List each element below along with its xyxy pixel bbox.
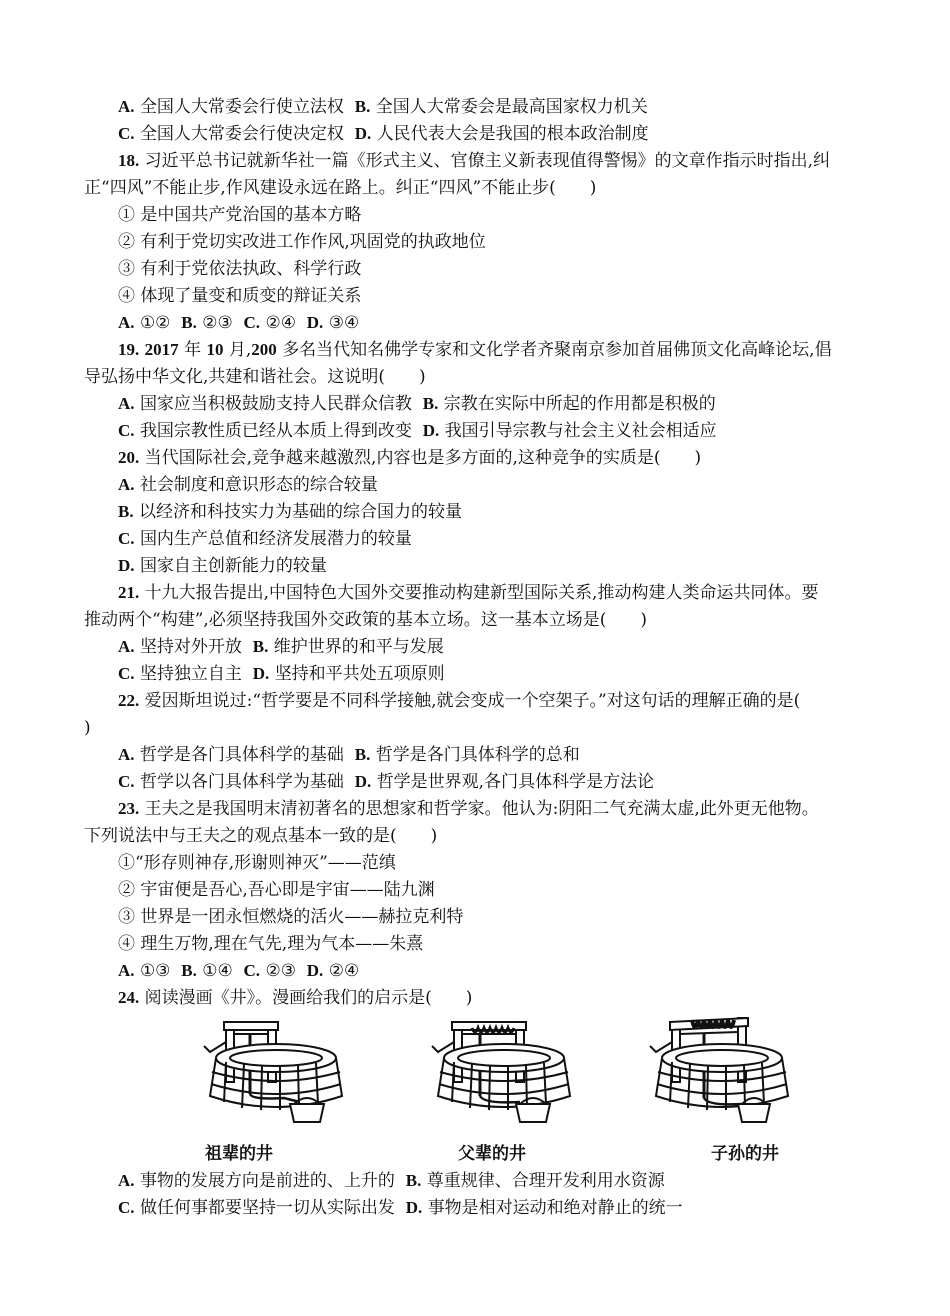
option-letter: D. <box>405 1198 423 1217</box>
option-text: ①③ <box>139 961 171 981</box>
option-text: 国内生产总值和经济发展潜力的较量 <box>139 529 412 549</box>
option-letter: D. <box>118 556 135 575</box>
q20-option <box>118 555 327 577</box>
option-letter: C. <box>118 421 135 440</box>
option-letter: C. <box>118 124 135 143</box>
q22-options-cd <box>118 771 654 793</box>
q17-options-ab <box>118 96 648 118</box>
q20-option <box>118 474 378 496</box>
option-letter: C. <box>243 961 261 980</box>
parent-well-illustration <box>424 1012 584 1127</box>
q18-stem-line2: 正“四风”不能止步,作风建设永远在路上。纠正“四风”不能止步( ) <box>84 178 597 198</box>
question-text: 习近平总书记就新华社一篇《形式主义、官僚主义新表现值得警惕》的文章作指示时指出,纠 <box>144 151 831 171</box>
option-letter: B. <box>405 1171 422 1190</box>
q22-stem-line2: ) <box>84 718 91 738</box>
option-text: 人民代表大会是我国的根本政治制度 <box>376 124 649 144</box>
option-letter: D. <box>252 664 270 683</box>
option-text: 我国引导宗教与社会主义社会相适应 <box>444 421 717 441</box>
question-number: 18. <box>118 151 140 170</box>
option-text: ②④ <box>265 313 296 333</box>
option-text: 哲学是各门具体科学的总和 <box>375 745 580 765</box>
question-text: 当代国际社会,竞争越来越激烈,内容也是多方面的,这种竞争的实质是( ) <box>144 448 702 468</box>
q18-item: ③ 有利于党依法执政、科学行政 <box>118 259 362 279</box>
q20-option <box>118 501 462 523</box>
option-text: 尊重规律、合理开发利用水资源 <box>426 1171 665 1191</box>
option-letter: B. <box>354 97 371 116</box>
option-letter: D. <box>306 961 324 980</box>
question-number: 24. <box>118 988 140 1007</box>
option-text: 坚持独立自主 <box>139 664 242 684</box>
q24-options-cd <box>118 1197 683 1219</box>
option-text: 社会制度和意识形态的综合较量 <box>139 475 378 495</box>
q21-options-ab <box>118 636 444 658</box>
option-letter: B. <box>422 394 439 413</box>
option-letter: A. <box>118 313 135 332</box>
option-text: ②③ <box>265 961 296 981</box>
option-text: ②③ <box>202 313 233 333</box>
q23-stem-line1 <box>118 798 819 820</box>
option-letter: A. <box>118 745 135 764</box>
option-text: ③④ <box>328 313 360 333</box>
q19-stem-line1 <box>118 339 832 361</box>
q22-options-ab <box>118 744 580 766</box>
option-letter: C. <box>118 772 135 791</box>
option-letter: D. <box>354 772 372 791</box>
q22-stem-line1 <box>118 690 800 712</box>
q19-options-ab <box>118 393 716 415</box>
q17-options-cd <box>118 123 649 145</box>
q24-options-ab <box>118 1170 665 1192</box>
option-text: ②④ <box>328 961 360 981</box>
option-text: 以经济和科技实力为基础的综合国力的较量 <box>139 502 462 522</box>
option-text: 哲学是各门具体科学的基础 <box>139 745 344 765</box>
option-letter: D. <box>422 421 440 440</box>
question-number: 22. <box>118 691 140 710</box>
q19-options-cd <box>118 420 717 442</box>
q23-stem-line2: 下列说法中与王夫之的观点基本一致的是( ) <box>84 826 438 846</box>
caption-parent-well: 父辈的井 <box>458 1144 526 1164</box>
caption-ancestor-well: 祖辈的井 <box>205 1144 273 1164</box>
option-letter: C. <box>243 313 261 332</box>
option-letter: C. <box>118 1198 135 1217</box>
option-text: 哲学以各门具体科学为基础 <box>139 772 344 792</box>
option-letter: B. <box>252 637 269 656</box>
month-value: 10 <box>206 340 224 359</box>
year-value: 2017 <box>144 340 179 359</box>
option-letter: B. <box>354 745 371 764</box>
option-text: 宗教在实际中所起的作用都是积极的 <box>443 394 716 414</box>
q18-item: ① 是中国共产党治国的基本方略 <box>118 205 362 225</box>
option-text: 国家应当积极鼓励支持人民群众信教 <box>139 394 412 414</box>
option-letter: A. <box>118 637 135 656</box>
option-text: 我国宗教性质已经从本质上得到改变 <box>139 421 412 441</box>
caption-descendant-well: 子孙的井 <box>711 1144 779 1164</box>
question-number: 19. <box>118 340 140 359</box>
option-text: 全国人大常委会行使决定权 <box>139 124 344 144</box>
count-value: 200 <box>251 340 277 359</box>
option-letter: A. <box>118 961 135 980</box>
q21-stem-line1 <box>118 582 818 604</box>
q18-item: ② 有利于党切实改进工作作风,巩固党的执政地位 <box>118 232 486 252</box>
option-text: 事物的发展方向是前进的、上升的 <box>139 1171 395 1191</box>
q18-stem-line1 <box>118 150 830 172</box>
q20-stem <box>118 447 701 469</box>
q23-item: ③ 世界是一团永恒燃烧的活火——赫拉克利特 <box>118 907 464 927</box>
q21-stem-line2: 推动两个“构建”,必须坚持我国外交政策的基本立场。这一基本立场是( ) <box>84 610 648 630</box>
q19-stem-line2: 导弘扬中华文化,共建和谐社会。这说明( ) <box>84 367 426 387</box>
q23-item: ④ 理生万物,理在气先,理为气本——朱熹 <box>118 934 424 954</box>
option-letter: D. <box>306 313 324 332</box>
question-text: 多名当代知名佛学专家和文化学者齐聚南京参加首届佛顶文化高峰论坛,倡 <box>282 340 832 360</box>
option-letter: C. <box>118 529 135 548</box>
month-unit: 月, <box>228 340 252 360</box>
option-text: 坚持对外开放 <box>139 637 242 657</box>
option-text: ①② <box>139 313 171 333</box>
option-text: 国家自主创新能力的较量 <box>139 556 327 576</box>
year-unit: 年 <box>184 340 202 360</box>
question-number: 23. <box>118 799 140 818</box>
option-text: 做任何事都要坚持一切从实际出发 <box>139 1198 395 1218</box>
question-text: 王夫之是我国明末清初著名的思想家和哲学家。他认为:阴阳二气充满太虚,此外更无他物。 <box>144 799 819 819</box>
question-number: 20. <box>118 448 140 467</box>
q18-item: ④ 体现了量变和质变的辩证关系 <box>118 286 362 306</box>
option-text: 全国人大常委会是最高国家权力机关 <box>375 97 648 117</box>
option-letter: C. <box>118 664 135 683</box>
question-text: 爱因斯坦说过:“哲学要是不同科学接触,就会变成一个空架子。”对这句话的理解正确的是( <box>144 691 801 711</box>
option-text: 全国人大常委会行使立法权 <box>139 97 344 117</box>
descendant-well-illustration <box>642 1012 802 1127</box>
option-letter: A. <box>118 1171 135 1190</box>
option-letter: A. <box>118 394 135 413</box>
option-text: 哲学是世界观,各门具体科学是方法论 <box>376 772 655 792</box>
q23-answers <box>118 960 359 982</box>
option-text: 坚持和平共处五项原则 <box>274 664 445 684</box>
option-text: 维护世界的和平与发展 <box>273 637 444 657</box>
option-letter: A. <box>118 475 135 494</box>
q20-option <box>118 528 412 550</box>
q21-options-cd <box>118 663 445 685</box>
question-text: 十九大报告提出,中国特色大国外交要推动构建新型国际关系,推动构建人类命运共同体。要 <box>144 583 819 603</box>
ancestor-well-illustration <box>196 1012 356 1127</box>
option-letter: D. <box>354 124 372 143</box>
option-letter: B. <box>118 502 134 521</box>
option-letter: B. <box>181 961 197 980</box>
q18-answers <box>118 312 359 334</box>
q23-item: ② 宇宙便是吾心,吾心即是宇宙——陆九渊 <box>118 880 435 900</box>
question-number: 21. <box>118 583 140 602</box>
q24-stem <box>118 987 472 1009</box>
option-text: 事物是相对运动和绝对静止的统一 <box>427 1198 683 1218</box>
option-letter: B. <box>181 313 197 332</box>
option-text: ①④ <box>202 961 233 981</box>
option-letter: A. <box>118 97 135 116</box>
q23-item: ①“形存则神存,形谢则神灭”——范缜 <box>118 853 396 873</box>
question-text: 阅读漫画《井》。漫画给我们的启示是( ) <box>144 988 473 1008</box>
